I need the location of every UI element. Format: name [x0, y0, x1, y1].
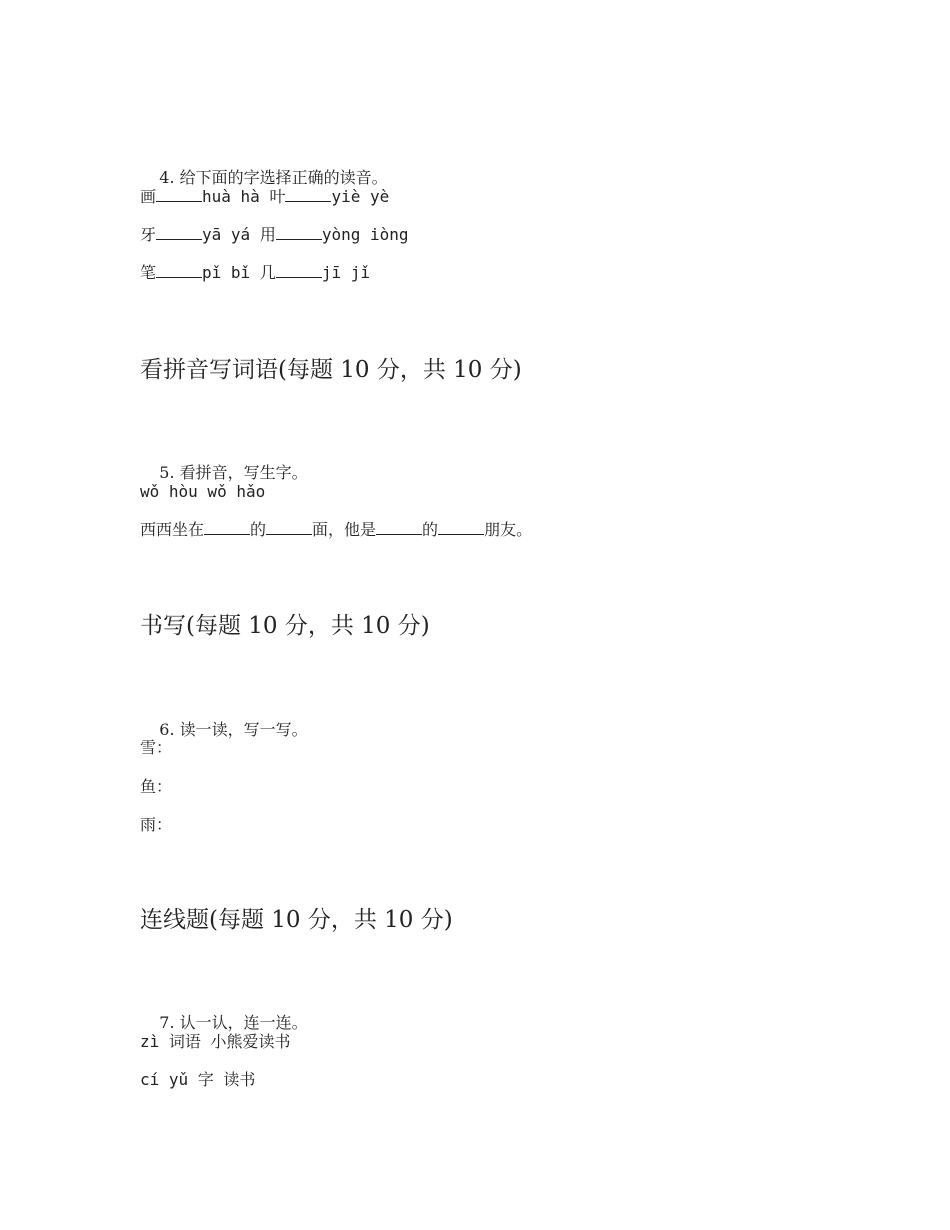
answer-blank[interactable] — [285, 187, 331, 202]
q5-title-text: 5. 看拼音，写生字。 — [159, 463, 308, 482]
q4-char: 用 — [259, 225, 276, 244]
answer-blank[interactable] — [156, 225, 202, 240]
answer-blank[interactable] — [204, 520, 250, 535]
q4-char: 画 — [140, 187, 157, 206]
q6-title — [140, 700, 308, 740]
section-heading-pinyin: 看拼音写词语(每题 10 分，共 10 分) — [140, 357, 522, 383]
answer-blank[interactable] — [376, 520, 422, 535]
q4-pinyin-options: yòng iòng — [321, 225, 409, 244]
q4-pinyin-options: huà hà — [202, 187, 260, 206]
q6-title-text: 6. 读一读，写一写。 — [159, 720, 308, 739]
q4-char: 牙 — [140, 225, 157, 244]
q5-text: 面，他是 — [312, 520, 377, 539]
q6-item-label: 雨： — [140, 815, 173, 834]
q5-text: 西西坐在 — [140, 520, 205, 539]
q4-title-text: 4. 给下面的字选择正确的读音。 — [159, 168, 388, 187]
q4-char: 笔 — [140, 263, 157, 282]
q4-char: 叶 — [269, 187, 286, 206]
q6-item-3 — [140, 815, 172, 835]
q4-char: 几 — [259, 263, 276, 282]
q5-text: 的 — [422, 520, 439, 539]
answer-blank[interactable] — [438, 520, 484, 535]
answer-blank[interactable] — [156, 187, 202, 202]
q7-title-text: 7. 认一认，连一连。 — [159, 1013, 308, 1032]
q7-title — [140, 993, 308, 1033]
q4-pinyin-options: yiè yè — [331, 187, 390, 206]
q4-pinyin-options: jī jǐ — [321, 263, 371, 282]
q4-row-2 — [140, 225, 409, 245]
q4-row-1 — [140, 187, 389, 207]
q7-row-2: cí yǔ 字 读书 — [140, 1070, 256, 1089]
q5-sentence — [140, 520, 532, 540]
q6-item-label: 鱼： — [140, 777, 173, 796]
q4-title — [140, 148, 388, 188]
q6-item-1 — [140, 738, 172, 758]
answer-blank[interactable] — [276, 225, 322, 240]
q7-row-1: zì 词语 小熊爱读书 — [140, 1032, 291, 1051]
q6-item-2 — [140, 777, 172, 797]
section-heading-writing: 书写(每题 10 分，共 10 分) — [140, 613, 430, 639]
q5-text: 的 — [250, 520, 267, 539]
q5-pinyin: wǒ hòu wǒ hǎo — [140, 482, 266, 501]
q6-item-label: 雪： — [140, 738, 173, 757]
answer-blank[interactable] — [156, 263, 202, 278]
section-heading-matching: 连线题(每题 10 分，共 10 分) — [140, 907, 453, 933]
answer-blank[interactable] — [276, 263, 322, 278]
q5-text: 朋友。 — [484, 520, 533, 539]
q4-pinyin-options: yā yá — [202, 225, 251, 244]
q4-pinyin-options: pǐ bǐ — [202, 263, 251, 282]
q5-title — [140, 443, 308, 483]
answer-blank[interactable] — [266, 520, 312, 535]
q4-row-3 — [140, 263, 370, 283]
